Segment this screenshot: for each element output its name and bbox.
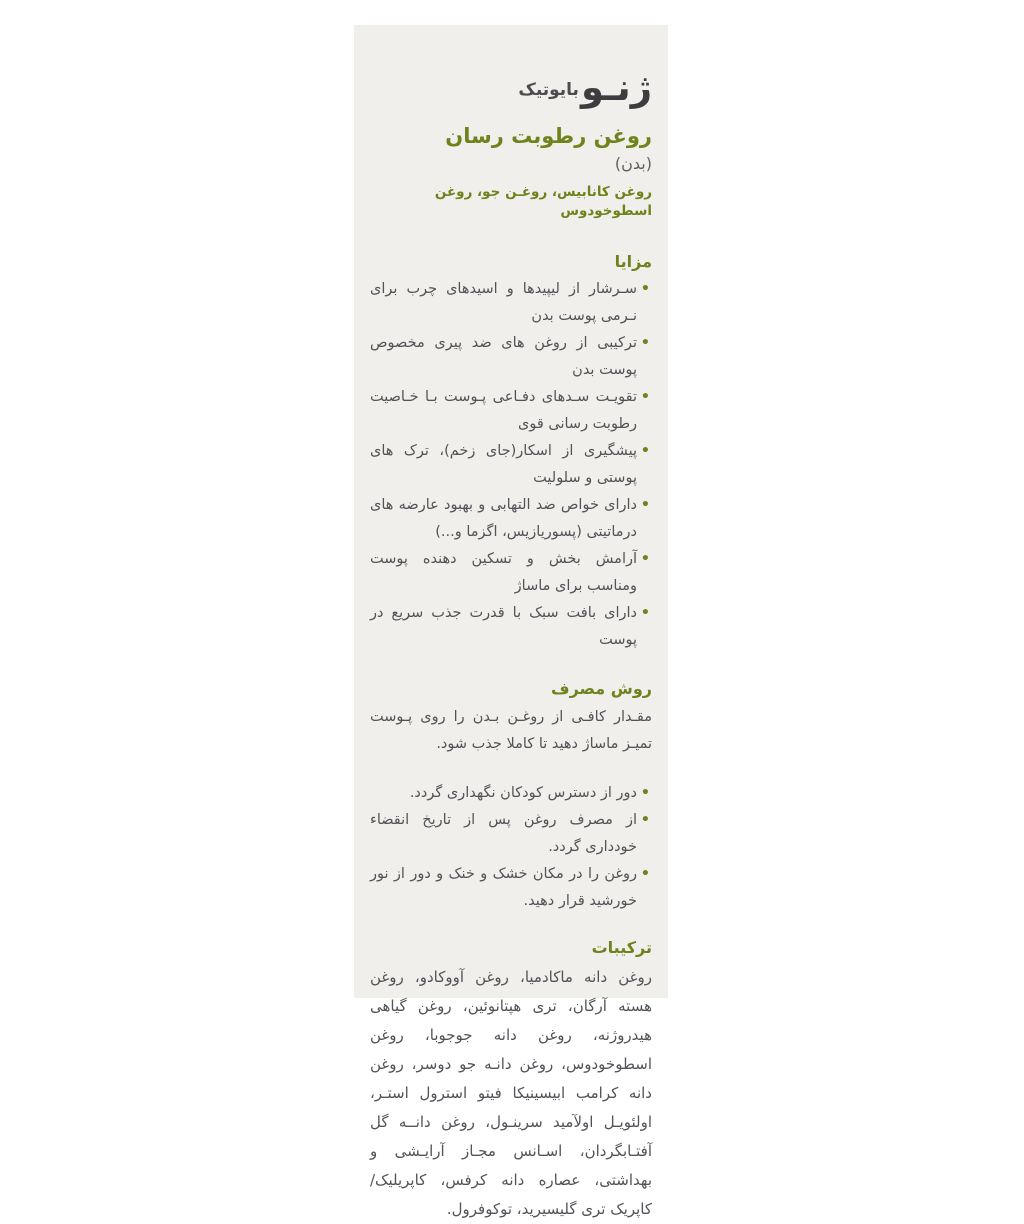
brand-logo-subtext: بایوتیک [518, 80, 579, 100]
warning-item: • روغن را در مکان خشک و خنک و دور از نور خورشید قرار دهید. [370, 861, 650, 915]
usage-heading: روش مصرف [550, 679, 652, 699]
product-subtitle: (بدن) [614, 154, 652, 174]
warning-item: • دور از دسترس کودکان نگهداری گردد. [370, 780, 650, 807]
brand-logo [370, 61, 652, 113]
benefit-item: • دارای بافت سبک با قدرت جذب سریع در پوست [370, 600, 650, 654]
ingredients-heading: ترکیبات [591, 938, 652, 958]
benefit-item: • آرامش بخش و تسکین دهنده پوست ومناسب برای ماساژ [370, 546, 650, 600]
warnings-list [370, 780, 652, 915]
benefit-item: • دارای خواص ضد التهابی و بهبود عارضه های درماتیتی (پسوریازیس، اگزما و...) [370, 492, 650, 546]
benefit-item: • ترکیبی از روغن های ضد پیری مخصوص پوست بدن [370, 330, 650, 384]
brand-logo-wordmark: ژنـو [580, 65, 652, 109]
key-oils-line: روغن کانابیس، روغـن جو، روغن اسطوخودوس [434, 184, 652, 219]
warning-item: • از مصرف روغن پس از تاریخ انقضاء خودداری گردد. [370, 807, 650, 861]
benefits-heading: مزایا [614, 251, 652, 271]
product-title: روغن رطوبت رسان [445, 124, 652, 148]
benefit-item: • پیشگیری از اسکار(جای زخم)، ترک های پوستی و سلولیت [370, 438, 650, 492]
benefit-item: • سـرشار از لیپیدها و اسیدهای چرب برای نـرمی پوست بدن [370, 276, 650, 330]
benefits-list [370, 276, 652, 654]
usage-text: مقـدار کافـی از روغـن بـدن را روی پـوست تمیـز ماساژ دهید تا کاملا جذب شود. [370, 709, 652, 753]
ingredients-text: روغن دانه ماکادمیا، روغن آووکادو، روغن هسته آرگان، تری هپتانوئین، روغن گیاهی هیدروژنه، روغن دانه جوجوبا، روغن اسطوخودوس، روغن دانـه جو دوسر، روغن دانه کرامب ابیسینیکا فیتو استرول استـر، اولئویـل اولآمید سرینـول، روغن دانــه گل آفتـابگردان، اسـانس مجـاز آرایـشی و بهداشتی، عصاره دانه کرفس، کاپریلیک/کاپریک تری گلیسیرید، توکوفرول. [370, 967, 652, 1218]
benefit-item: • تقویـت سـدهای دفـاعی پـوست بـا خـاصیت رطوبت رسانی قوی [370, 384, 650, 438]
product-box-front [354, 25, 668, 1218]
